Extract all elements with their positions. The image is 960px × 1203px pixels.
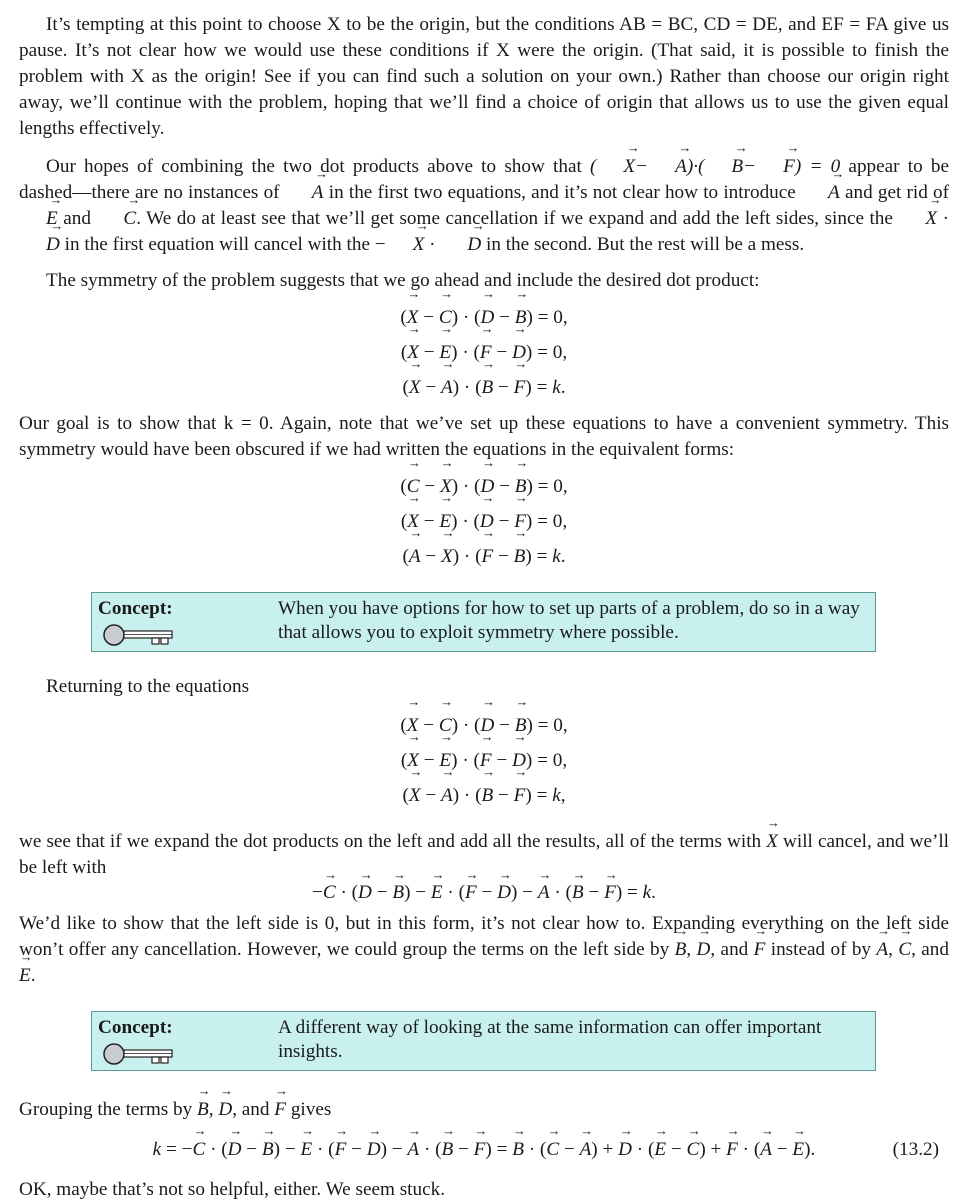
key-icon [102, 623, 176, 647]
sum-equation: −→ C · (→ D − → B) − → E · (→ F − → D) − → A · (→ B − → F) = k. [19, 881, 949, 905]
grouped-equation: k = −→ C · (→ D − → B) − → E · (→ F − → D) − → A · (→ B − → F) = → B · (→ C − → A) + → D · (→ E − → C) + → F · (→ A − → E). (13.2) [19, 1137, 949, 1163]
paragraph-returning: Returning to the equations [46, 676, 250, 697]
concept-label: Concept: [98, 1017, 173, 1038]
equation-line: (→ X − → E) · (→ D − → F) = 0, [19, 504, 949, 539]
paragraph-origin-choice: It’s tempting at this point to choose X to be the origin, but the conditions AB = BC, CD = DE, and EF = FA give us pause. It’s not clear how we would use these conditions if X were the origin. (That said, it is possible to finish the problem with X as the origin! See if you can find such a solution on your own.) Rather than choose our origin right away, we’ll continue with the problem, hoping that we’ll find a choice of origin that allows us to use the given equal lengths effectively. [19, 14, 949, 139]
concept-box-symmetry [91, 592, 876, 652]
concept-label: Concept: [98, 598, 173, 619]
paragraph-grouping-result: Grouping the terms by → B, → D, and → F gives [19, 1097, 949, 1123]
equation-line: (→ X − → A) · (→ B − → F) = k. [19, 370, 949, 405]
equation-number: (13.2) [892, 1139, 939, 1160]
equation-line: (→ X − → C) · (→ D − → B) = 0, [19, 300, 949, 335]
paragraph-expand: we see that if we expand the dot products on the left and add all the results, all of the terms with → X will cancel, and we’ll be left with [19, 829, 949, 881]
equation-set-1 [19, 300, 949, 405]
inline-target-equation: (→ X−→ A)·(→ B−→ F) = 0 [590, 156, 840, 177]
paragraph-dot-products: Our hopes of combining the two dot products above to show that (→ X−→ A)·(→ B−→ F) = 0 appear to be dashed—there are no instances of → A in the first two equations, and it’s not clear how to introduce → A and get rid of → E and → C. We do at least see that we’ll get some cancellation if we expand and add the left sides, since the → X · → D in the first equation will cancel with the −→ X · → D in the second. But the rest will be a mess. [19, 154, 949, 258]
equation-line: (→ X − → E) · (→ F − → D) = 0, [19, 335, 949, 370]
paragraph-symmetry: The symmetry of the problem suggests that we go ahead and include the desired dot product: [46, 270, 760, 291]
inline-x-dot-d: → X · → D [19, 208, 949, 255]
equation-line: (→ A − → X) · (→ F − → B) = k. [19, 539, 949, 574]
equation-set-2 [19, 469, 949, 574]
equation-line: (→ C − → X) · (→ D − → B) = 0, [19, 469, 949, 504]
equation-line: (→ X − → A) · (→ B − → F) = k, [19, 778, 949, 813]
concept-text: A different way of looking at the same information can offer important insights. [278, 1017, 822, 1062]
inline-neg-x-dot-d: −→ X · → D [375, 234, 481, 255]
paragraph-stuck: OK, maybe that’s not so helpful, either. We seem stuck. [19, 1179, 446, 1200]
paragraph-grouping: We’d like to show that the left side is 0, but in this form, it’s not clear how to. Expanding everything on the left side won’t offer any cancellation. However, we could group the terms on the left side by → B, → D, and → F instead of by → A, → C, and → E. [19, 911, 949, 989]
concept-box-insight [91, 1011, 876, 1071]
concept-text: When you have options for how to set up parts of a problem, do so in a way that allows you to exploit symmetry where possible. [278, 598, 860, 643]
textbook-page [19, 12, 949, 1203]
paragraph-goal: Our goal is to show that k = 0. Again, note that we’ve set up these equations to have a convenient symmetry. This symmetry would have been obscured if we had written the equations in the equivalent forms: [19, 413, 949, 460]
key-icon [102, 1042, 176, 1066]
equation-set-3 [19, 708, 949, 813]
equation-line: (→ X − → C) · (→ D − → B) = 0, [19, 708, 949, 743]
equation-line: (→ X − → E) · (→ F − → D) = 0, [19, 743, 949, 778]
